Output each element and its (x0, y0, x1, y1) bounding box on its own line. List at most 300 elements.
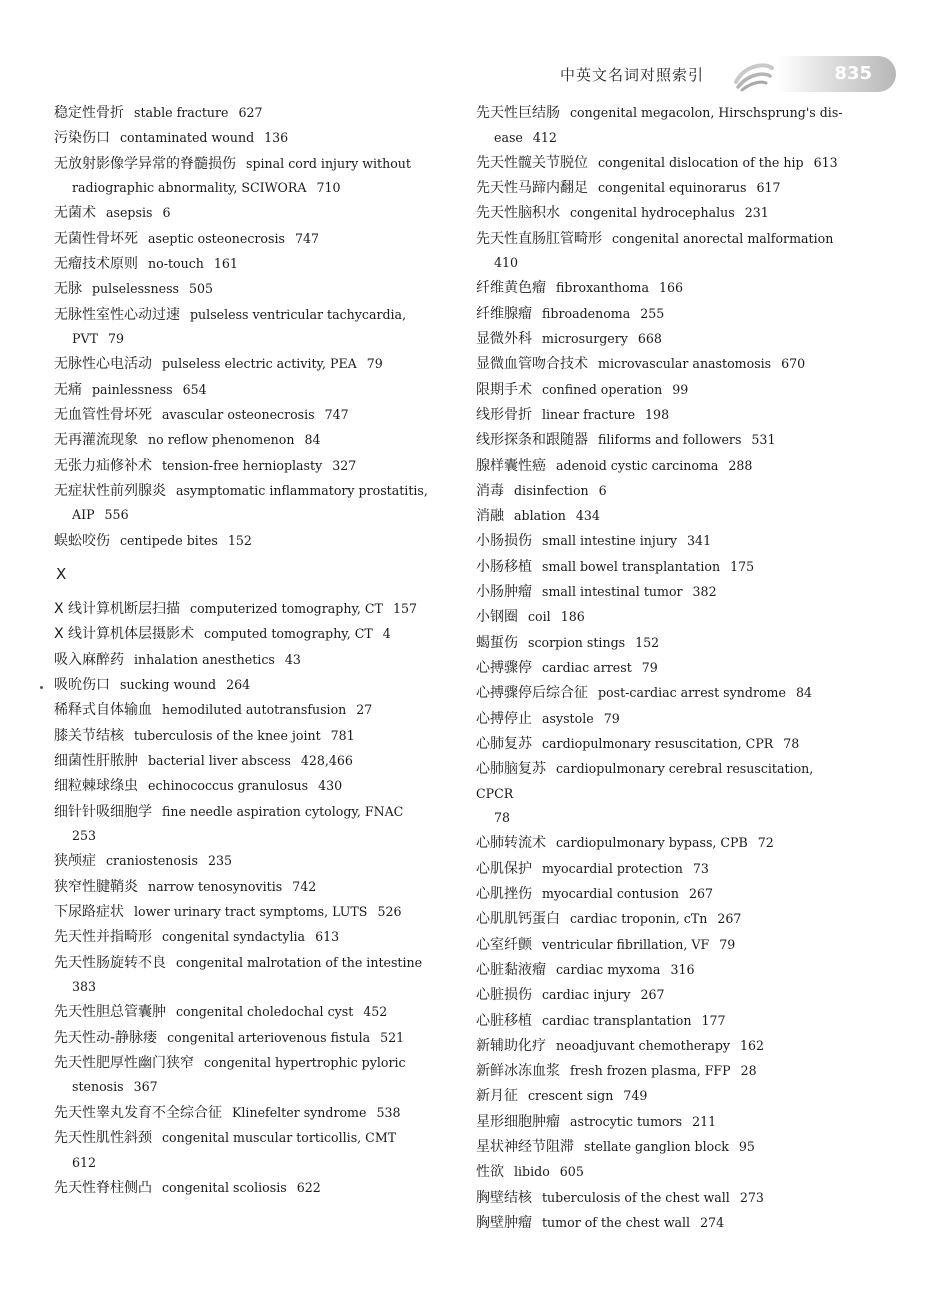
entry-page-number: 6 (598, 482, 607, 498)
entry-chinese-term: 心搏骤停后综合征 (476, 685, 588, 702)
entry-english-term: cardiopulmonary bypass, CPB (556, 835, 748, 851)
index-entry (476, 101, 856, 150)
entry-english-term: cardiac myxoma (556, 961, 661, 977)
index-entry (54, 201, 454, 226)
entry-page-number: 412 (532, 129, 557, 145)
entry-english-term: pulseless ventricular tachycardia, (190, 306, 407, 322)
entry-english-term: aseptic osteonecrosis (148, 230, 285, 246)
entry-page-number: 166 (659, 280, 684, 296)
entry-chinese-term: 纤维腺瘤 (476, 305, 532, 322)
entry-page-number: 28 (740, 1063, 757, 1079)
entry-chinese-term: 稳定性骨折 (54, 105, 124, 121)
entry-english-term: inhalation anesthetics (134, 651, 275, 667)
index-entry (476, 302, 856, 327)
index-entry (476, 1160, 856, 1185)
index-entry (476, 1009, 856, 1034)
index-entry (54, 673, 454, 698)
entry-page-number: 99 (672, 381, 689, 397)
entry-page-number: 612 (72, 1154, 97, 1170)
entry-page-number: 175 (730, 558, 755, 574)
entry-chinese-term: 先天性脑积水 (476, 205, 560, 222)
index-entry (476, 1059, 856, 1084)
entry-chinese-term: 消融 (476, 508, 504, 525)
entry-english-term: craniostenosis (106, 853, 198, 869)
entry-english-term: congenital scoliosis (162, 1179, 287, 1195)
entry-english-term: painlessness (92, 381, 173, 397)
index-entry (476, 352, 856, 377)
entry-chinese-term: 先天性巨结肠 (476, 105, 560, 121)
index-entry (54, 1000, 454, 1025)
entry-chinese-term: 腺样囊性癌 (476, 457, 546, 474)
entry-page-number: 367 (133, 1079, 158, 1095)
entry-chinese-term: 无脉 (54, 281, 82, 298)
index-entry (476, 656, 856, 681)
entry-page-number: 452 (363, 1004, 388, 1020)
entry-english-term: fibroxanthoma (556, 280, 649, 296)
entry-page-number: 72 (757, 835, 774, 851)
entry-english-term: echinococcus granulosus (148, 778, 309, 794)
entry-chinese-term: 性欲 (476, 1164, 504, 1181)
index-entry (54, 1051, 454, 1100)
index-entry (54, 925, 454, 950)
entry-english-term: bacterial liver abscess (148, 752, 291, 768)
entry-page-number: 79 (641, 659, 658, 675)
index-entry (476, 681, 856, 706)
index-entry (476, 151, 856, 176)
entry-chinese-term: 心搏停止 (476, 710, 532, 727)
entry-continuation (54, 975, 454, 1000)
entry-english-term: no-touch (148, 255, 204, 271)
entry-chinese-term: 无脉性心电活动 (54, 356, 152, 373)
index-entry (476, 276, 856, 301)
index-entry (54, 1101, 454, 1126)
entry-page-number: 27 (356, 702, 373, 718)
entry-page-number: 742 (292, 878, 317, 894)
right-entries (476, 101, 856, 1235)
index-entry (54, 875, 454, 900)
left-column (54, 101, 454, 1201)
entry-page-number: 73 (692, 860, 709, 876)
entry-chinese-term: 狭窄性腱鞘炎 (54, 878, 138, 895)
entry-page-number: 79 (366, 356, 383, 372)
entry-chinese-term: 先天性睾丸发育不全综合征 (54, 1104, 222, 1121)
entry-page-number: 613 (315, 929, 340, 945)
entry-page-number: 152 (227, 532, 252, 548)
entry-page-number: 531 (751, 432, 776, 448)
index-entry (476, 555, 856, 580)
index-entry (476, 479, 856, 504)
entry-page-number: 231 (744, 205, 769, 221)
entry-page-number: 235 (207, 853, 232, 869)
entry-page-number: 434 (575, 508, 600, 524)
entry-page-number: 670 (781, 356, 806, 372)
index-entry (476, 605, 856, 630)
page-number: 835 (834, 63, 872, 84)
entry-english-term: avascular osteonecrosis (162, 406, 315, 422)
entry-chinese-term: 膝关节结核 (54, 727, 124, 744)
entry-page-number: 84 (304, 432, 321, 448)
entry-chinese-term: 无脉性室性心动过速 (54, 306, 180, 323)
index-entry (54, 597, 454, 622)
entry-page-number: 255 (640, 305, 665, 321)
entry-chinese-term: 先天性脊柱侧凸 (54, 1179, 152, 1196)
entry-page-number: 152 (635, 634, 660, 650)
entry-page-number: 747 (324, 406, 349, 422)
entry-english-term: congenital arteriovenous fistula (167, 1029, 371, 1045)
index-entry (476, 882, 856, 907)
entry-chinese-term: 心脏损伤 (476, 987, 532, 1004)
entry-chinese-term: 无痛 (54, 381, 82, 398)
entry-page-number: 79 (719, 936, 736, 952)
entry-english-continuation: PVT (72, 331, 98, 347)
index-entry (476, 176, 856, 201)
entry-page-number: 327 (332, 457, 357, 473)
index-entry (476, 933, 856, 958)
index-entry (476, 580, 856, 605)
index-entry (476, 1186, 856, 1211)
entry-page-number: 341 (687, 533, 712, 549)
index-entry (476, 454, 856, 479)
entry-page-number: 273 (739, 1189, 764, 1205)
index-entry (476, 631, 856, 656)
entry-page-number: 605 (559, 1164, 584, 1180)
index-entry (54, 454, 454, 479)
entry-chinese-term: 细菌性肝脓肿 (54, 752, 138, 769)
entry-page-number: 264 (226, 677, 251, 693)
entry-english-term: filiforms and followers (598, 432, 742, 448)
entry-continuation (54, 1075, 454, 1100)
entry-english-term: congenital equinorarus (598, 180, 747, 196)
entry-page-number: 428,466 (300, 752, 353, 768)
entry-page-number: 710 (316, 180, 341, 196)
entry-english-term: congenital malrotation of the intestine (176, 954, 423, 970)
entry-chinese-term: 先天性直肠肛管畸形 (476, 230, 602, 247)
index-entry (54, 1026, 454, 1051)
entry-english-term: cardiac injury (542, 987, 631, 1003)
entry-page-number: 186 (560, 609, 585, 625)
entry-chinese-term: 稀释式自体输血 (54, 702, 152, 719)
index-entry (54, 698, 454, 723)
index-entry (476, 529, 856, 554)
entry-page-number: 288 (728, 457, 753, 473)
entry-page-number: 162 (740, 1037, 765, 1053)
index-entry (476, 958, 856, 983)
index-entry (476, 831, 856, 856)
entry-english-term: lower urinary tract symptoms, LUTS (134, 903, 368, 919)
entry-page-number: 316 (670, 961, 695, 977)
entry-english-term: Klinefelter syndrome (232, 1104, 367, 1120)
entry-english-term: computed tomography, CT (204, 626, 373, 642)
entry-english-term: asymptomatic inflammatory prostatitis, (176, 482, 428, 498)
entry-page-number: 78 (783, 735, 800, 751)
entry-chinese-term: 先天性肌性斜颈 (54, 1130, 152, 1146)
entry-english-term: adenoid cystic carcinoma (556, 457, 719, 473)
entry-chinese-term: 纤维黄色瘤 (476, 280, 546, 297)
entry-english-term: myocardial protection (542, 860, 683, 876)
entry-english-continuation: AIP (72, 507, 95, 523)
entry-english-term: libido (514, 1164, 550, 1180)
entry-page-number: 95 (738, 1138, 755, 1154)
entry-chinese-term: 蝎蜇伤 (476, 634, 518, 651)
index-entry (54, 622, 454, 647)
entry-chinese-term: 先天性肥厚性幽门狭窄 (54, 1054, 194, 1071)
swirl-logo-icon (730, 56, 776, 92)
stray-dot (40, 686, 43, 689)
entry-chinese-term: 无张力疝修补术 (54, 457, 152, 474)
entry-chinese-term: 污染伤口 (54, 130, 110, 147)
index-entry (54, 749, 454, 774)
entry-chinese-term: 无症状性前列腺炎 (54, 482, 166, 499)
index-entry (54, 403, 454, 428)
index-entry (54, 152, 454, 201)
entry-english-term: astrocytic tumors (570, 1113, 683, 1129)
entry-english-term: cardiac troponin, cTn (570, 911, 708, 927)
entry-page-number: 781 (330, 727, 355, 743)
entry-english-term: fibroadenoma (542, 305, 631, 321)
entry-page-number: 253 (72, 828, 97, 844)
index-entry (54, 724, 454, 749)
entry-english-term: stable fracture (134, 105, 229, 120)
entry-chinese-term: 蜈蚣咬伤 (54, 532, 110, 549)
entry-english-term: congenital dislocation of the hip (598, 154, 804, 170)
entry-english-term: myocardial contusion (542, 886, 679, 902)
entry-english-term: contaminated wound (120, 130, 255, 146)
entry-page-number: 198 (645, 406, 670, 422)
header-title: 中英文名词对照索引 (560, 66, 705, 84)
entry-english-term: small bowel transplantation (542, 558, 721, 574)
entry-english-term: narrow tenosynovitis (148, 878, 283, 894)
entry-chinese-term: 吸入麻醉药 (54, 651, 124, 668)
entry-chinese-term: X 线计算机断层扫描 (54, 601, 181, 618)
entry-page-number: 382 (692, 584, 717, 600)
entry-page-number: 79 (107, 331, 124, 347)
entry-english-term: tumor of the chest wall (542, 1214, 691, 1230)
index-entry (476, 504, 856, 529)
entry-chinese-term: 无放射影像学异常的脊髓损伤 (54, 155, 236, 172)
entry-continuation (54, 176, 454, 201)
entry-chinese-term: 限期手术 (476, 381, 532, 398)
index-entry (54, 352, 454, 377)
entry-page-number: 136 (264, 130, 289, 146)
index-entry (476, 428, 856, 453)
entry-english-term: cardiopulmonary resuscitation, CPR (542, 735, 774, 751)
entry-chinese-term: 线形骨折 (476, 406, 532, 423)
entry-english-term: linear fracture (542, 406, 636, 422)
entry-english-term: fresh frozen plasma, FFP (570, 1063, 731, 1079)
entry-english-term: congenital syndactylia (162, 929, 306, 945)
entry-chinese-term: 先天性髋关节脱位 (476, 154, 588, 171)
entry-english-term: spinal cord injury without (246, 155, 411, 171)
entry-chinese-term: 心肌保护 (476, 860, 532, 877)
entry-english-continuation: ease (494, 129, 523, 145)
entry-english-term: congenital muscular torticollis, CMT (162, 1130, 397, 1145)
entry-english-term: congenital hypertrophic pyloric (204, 1054, 406, 1070)
entry-english-term: congenital megacolon, Hirschsprung's dis- (570, 105, 843, 120)
entry-english-term: congenital choledochal cyst (176, 1004, 354, 1020)
entry-english-term: coil (528, 609, 551, 625)
entry-page-number: 157 (392, 601, 417, 617)
index-entry (54, 849, 454, 874)
entry-chinese-term: 小钢圈 (476, 609, 518, 626)
index-entry (476, 403, 856, 428)
entry-page-number: 613 (813, 154, 838, 170)
entry-page-number: 383 (72, 979, 97, 995)
entry-english-term: small intestinal tumor (542, 584, 683, 600)
entry-page-number: 267 (640, 987, 665, 1003)
entry-page-number: 622 (296, 1179, 321, 1195)
entry-chinese-term: 显微外科 (476, 331, 532, 348)
entry-english-term: asystole (542, 710, 594, 726)
entry-chinese-term: 无血管性骨坏死 (54, 406, 152, 423)
index-entry (54, 126, 454, 151)
entry-page-number: 430 (318, 778, 343, 794)
entry-english-term: sucking wound (120, 677, 217, 693)
entry-page-number: 654 (182, 381, 207, 397)
entry-english-term: microvascular anastomosis (598, 356, 772, 372)
entry-chinese-term: 线形探条和跟随器 (476, 432, 588, 449)
entry-chinese-term: 细粒棘球绦虫 (54, 778, 138, 795)
entry-page-number: 4 (382, 626, 391, 642)
entry-page-number: 79 (603, 710, 620, 726)
entry-english-term: tuberculosis of the chest wall (542, 1189, 730, 1205)
entry-chinese-term: 新鲜冰冻血浆 (476, 1063, 560, 1080)
entry-chinese-term: 小肠肿瘤 (476, 584, 532, 601)
entry-chinese-term: 心肌肌钙蛋白 (476, 911, 560, 928)
entry-english-term: microsurgery (542, 331, 628, 347)
index-entry (476, 327, 856, 352)
entry-continuation (476, 126, 856, 151)
index-entry (54, 303, 454, 352)
entry-continuation (54, 1151, 454, 1176)
index-entry (476, 857, 856, 882)
entry-page-number: 267 (688, 886, 713, 902)
index-entry (476, 1034, 856, 1059)
entry-chinese-term: 小肠移植 (476, 558, 532, 575)
entry-english-term: ablation (514, 508, 566, 524)
entry-page-number: 161 (213, 255, 238, 271)
entry-continuation (54, 503, 454, 528)
entry-page-number: 538 (376, 1104, 401, 1120)
entry-english-term: computerized tomography, CT (190, 601, 383, 617)
entry-chinese-term: 胸壁结核 (476, 1189, 532, 1206)
entry-chinese-term: 先天性动-静脉瘘 (54, 1029, 158, 1046)
entry-english-continuation: stenosis (72, 1079, 124, 1095)
entry-page-number: 521 (380, 1029, 405, 1045)
entry-page-number: 617 (756, 180, 781, 196)
entry-chinese-term: X 线计算机体层摄影术 (54, 626, 195, 643)
entry-page-number: 6 (162, 205, 171, 221)
index-entry (476, 1110, 856, 1135)
entry-english-term: confined operation (542, 381, 663, 397)
entry-chinese-term: 无瘤技术原则 (54, 255, 138, 272)
entry-chinese-term: 星形细胞肿瘤 (476, 1113, 560, 1130)
entry-page-number: 274 (700, 1214, 725, 1230)
entry-chinese-term: 心室纤颤 (476, 936, 532, 953)
entry-chinese-term: 先天性肠旋转不良 (54, 954, 166, 971)
entry-english-term: asepsis (106, 205, 153, 221)
index-entry (54, 1126, 454, 1175)
entry-page-number: 177 (701, 1012, 726, 1028)
entry-chinese-term: 消毒 (476, 482, 504, 499)
index-entry (476, 378, 856, 403)
entry-chinese-term: 无菌性骨坏死 (54, 230, 138, 247)
entry-chinese-term: 下尿路症状 (54, 903, 124, 920)
entry-chinese-term: 心肺复苏 (476, 735, 532, 752)
entry-english-term: ventricular fibrillation, VF (542, 936, 710, 952)
left-entries-after (54, 597, 454, 1200)
index-entry (476, 732, 856, 757)
entry-page-number: 84 (795, 685, 812, 701)
index-entry (476, 983, 856, 1008)
entry-chinese-term: 先天性马蹄内翻足 (476, 180, 588, 197)
entry-chinese-term: 新辅助化疗 (476, 1037, 546, 1054)
entry-page-number: 505 (189, 281, 214, 297)
entry-english-term: post-cardiac arrest syndrome (598, 685, 786, 701)
entry-chinese-term: 狭颅症 (54, 853, 96, 870)
index-entry (476, 1135, 856, 1160)
entry-english-continuation: radiographic abnormality, SCIWORA (72, 180, 307, 196)
entry-page-number: 410 (494, 255, 519, 271)
index-entry (476, 757, 856, 831)
entry-english-term: congenital hydrocephalus (570, 205, 735, 221)
entry-page-number: 78 (494, 810, 511, 826)
index-entry (54, 378, 454, 403)
entry-english-term: tuberculosis of the knee joint (134, 727, 321, 743)
entry-english-term: neoadjuvant chemotherapy (556, 1037, 731, 1053)
index-entry (54, 900, 454, 925)
entry-chinese-term: 心脏移植 (476, 1012, 532, 1029)
entry-chinese-term: 先天性胆总管囊肿 (54, 1004, 166, 1021)
entry-page-number: 747 (294, 230, 319, 246)
index-entry (476, 1211, 856, 1236)
entry-chinese-term: 先天性并指畸形 (54, 929, 152, 946)
entry-chinese-term: 无菌术 (54, 205, 96, 222)
entry-english-term: cardiac arrest (542, 659, 632, 675)
entry-page-number: 668 (637, 331, 662, 347)
index-entry (54, 529, 454, 554)
entry-english-term: no reflow phenomenon (148, 432, 295, 448)
index-entry (54, 648, 454, 673)
entry-english-term: fine needle aspiration cytology, FNAC (162, 803, 404, 819)
entry-chinese-term: 心肺转流术 (476, 835, 546, 852)
entry-chinese-term: 心肺脑复苏 (476, 761, 546, 778)
entry-chinese-term: 显微血管吻合技术 (476, 356, 588, 373)
left-entries-before (54, 101, 454, 553)
index-entry (54, 1176, 454, 1201)
index-entry (476, 227, 856, 276)
entry-page-number: 526 (377, 903, 402, 919)
entry-chinese-term: 心脏黏液瘤 (476, 961, 546, 978)
entry-english-term: stellate ganglion block (584, 1138, 729, 1154)
entry-chinese-term: 无再灌流现象 (54, 432, 138, 449)
entry-english-term: disinfection (514, 482, 589, 498)
index-entry (54, 101, 454, 126)
index-entry (54, 951, 454, 1000)
entry-english-term: congenital anorectal malformation (612, 230, 834, 246)
index-entry (476, 1084, 856, 1109)
index-entry (54, 479, 454, 528)
right-column (476, 101, 856, 1236)
entry-continuation (54, 327, 454, 352)
entry-continuation (54, 824, 454, 849)
entry-chinese-term: 星状神经节阻滞 (476, 1138, 574, 1155)
entry-english-term: pulselessness (92, 281, 180, 297)
entry-english-term: pulseless electric activity, PEA (162, 356, 357, 372)
entry-english-term: cardiac transplantation (542, 1012, 692, 1028)
index-entry (54, 252, 454, 277)
index-entry (54, 774, 454, 799)
index-entry (476, 707, 856, 732)
